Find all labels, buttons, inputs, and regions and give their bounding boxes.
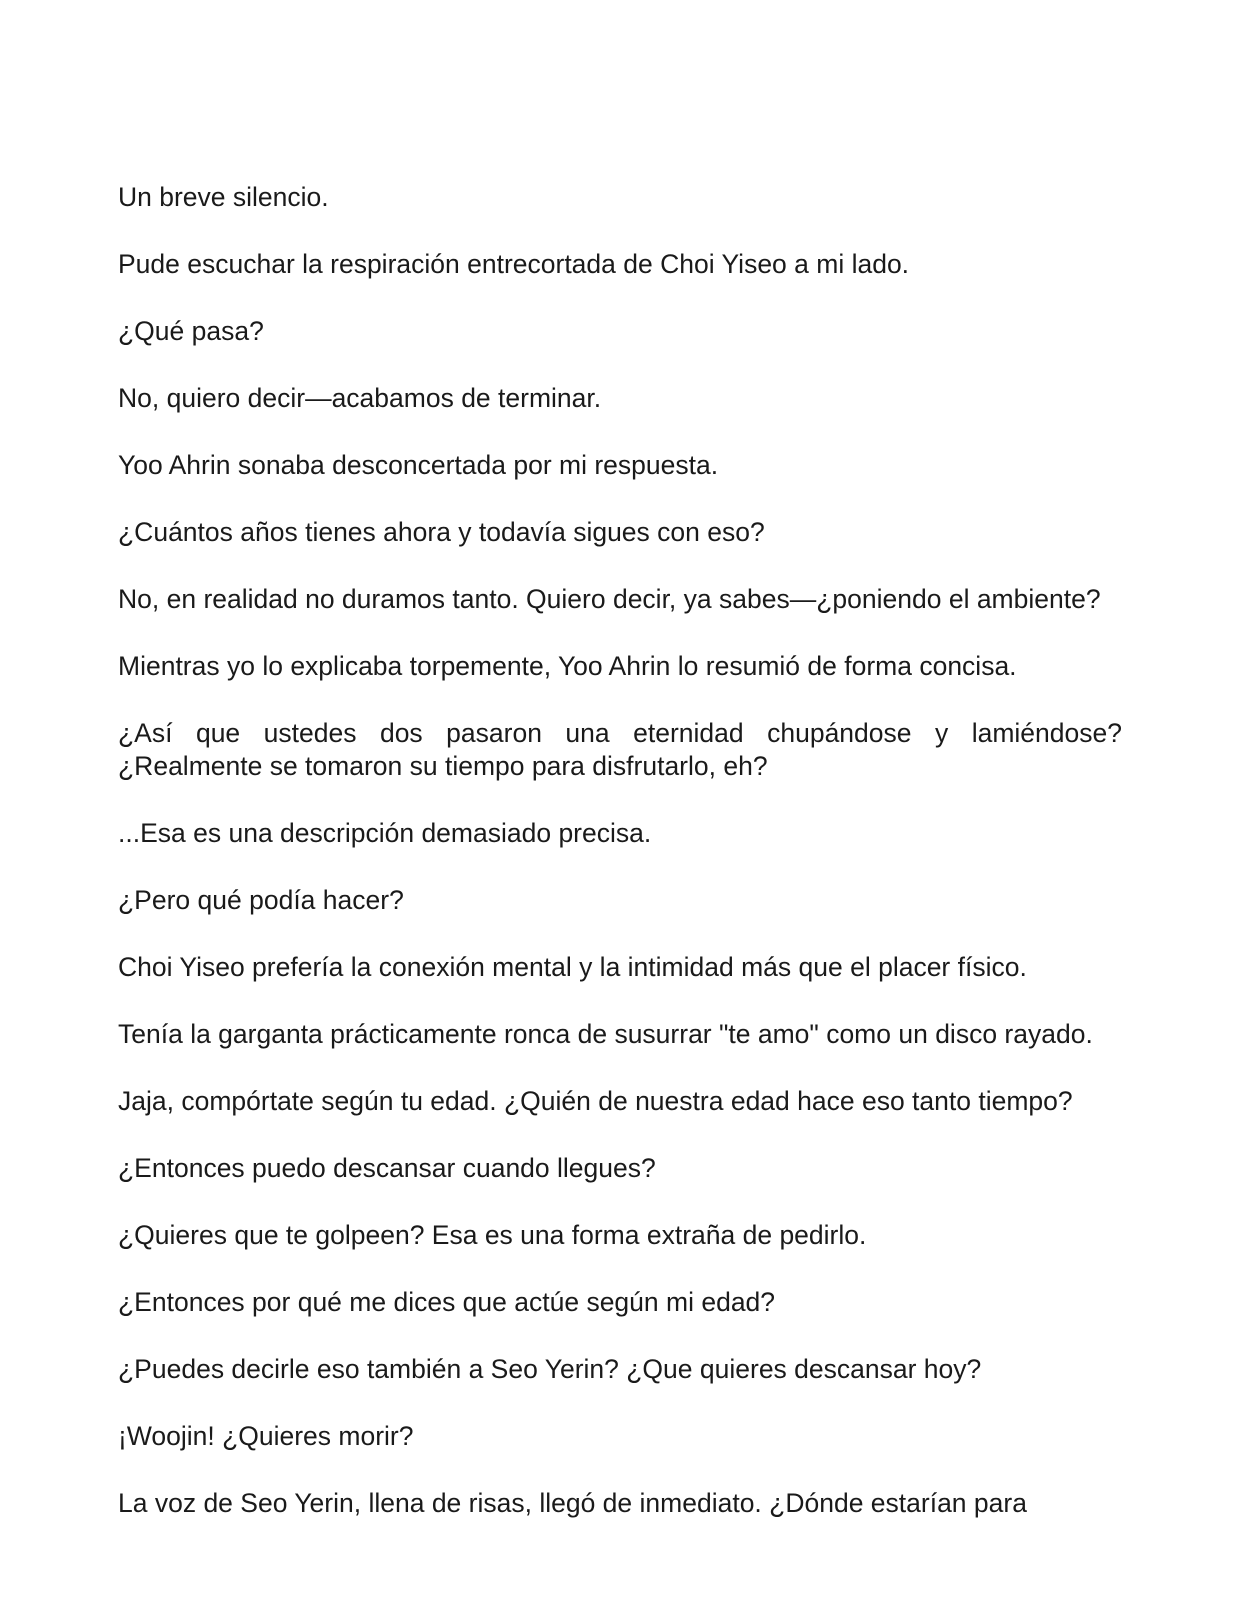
paragraph: ¡Woojin! ¿Quieres morir?	[118, 1421, 414, 1451]
paragraph: No, quiero decir—acabamos de terminar.	[118, 383, 602, 413]
paragraph: No, en realidad no duramos tanto. Quiero decir, ya sabes—¿poniendo el ambiente?	[118, 584, 1101, 614]
paragraph: Tenía la garganta prácticamente ronca de susurrar "te amo" como un disco rayado.	[118, 1019, 1093, 1049]
paragraph: Yoo Ahrin sonaba desconcertada por mi respuesta.	[118, 450, 719, 480]
paragraph: ...Esa es una descripción demasiado precisa.	[118, 818, 652, 848]
paragraph: Pude escuchar la respiración entrecortada de Choi Yiseo a mi lado.	[118, 249, 910, 279]
paragraph: ¿Cuántos años tienes ahora y todavía sigues con eso?	[118, 517, 765, 547]
paragraph: ¿Qué pasa?	[118, 316, 264, 346]
paragraph: ¿Así que ustedes dos pasaron una eternidad chupándose y lamiéndose? ¿Realmente se tomaron su tiempo para disfrutarlo, eh?	[118, 718, 1122, 781]
text-body	[118, 181, 1122, 1554]
paragraph: Choi Yiseo prefería la conexión mental y la intimidad más que el placer físico.	[118, 952, 1027, 982]
paragraph: ¿Entonces por qué me dices que actúe según mi edad?	[118, 1287, 776, 1317]
paragraph: ¿Quieres que te golpeen? Esa es una forma extraña de pedirlo.	[118, 1220, 867, 1250]
paragraph: Jaja, compórtate según tu edad. ¿Quién de nuestra edad hace eso tanto tiempo?	[118, 1086, 1073, 1116]
paragraph: Un breve silencio.	[118, 182, 329, 212]
paragraph: ¿Entonces puedo descansar cuando llegues?	[118, 1153, 656, 1183]
paragraph: La voz de Seo Yerin, llena de risas, llegó de inmediato. ¿Dónde estarían para	[118, 1488, 1027, 1518]
paragraph: ¿Pero qué podía hacer?	[118, 885, 404, 915]
paragraph: Mientras yo lo explicaba torpemente, Yoo Ahrin lo resumió de forma concisa.	[118, 651, 1017, 681]
paragraph: ¿Puedes decirle eso también a Seo Yerin? ¿Que quieres descansar hoy?	[118, 1354, 982, 1384]
